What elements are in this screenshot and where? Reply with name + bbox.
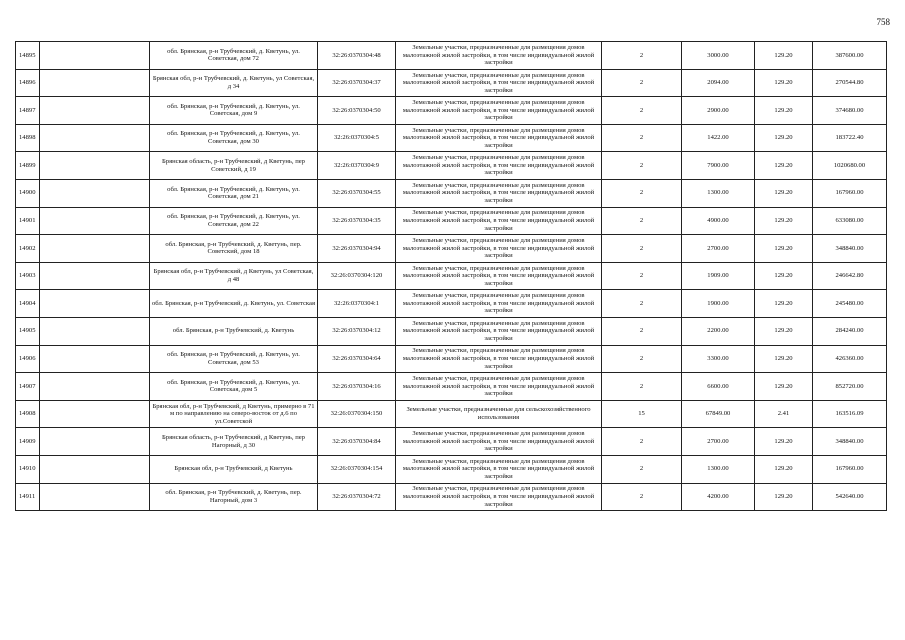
row-number: 14908 <box>16 400 40 428</box>
cadastral-value-cell: 270544.80 <box>813 69 887 97</box>
rate-cell: 129.20 <box>755 152 813 180</box>
area-cell: 1300.00 <box>682 455 755 483</box>
area-cell: 3000.00 <box>682 42 755 70</box>
area-cell: 2094.00 <box>682 69 755 97</box>
cadastral-number-cell: 32:26:0370304:1 <box>318 290 396 318</box>
address-cell: Брянская область, р-н Трубчевский, д Кветунь, пер Советский, д 19 <box>150 152 318 180</box>
category-cell: 2 <box>602 317 682 345</box>
land-use-cell: Земельные участки, предназначенные для размещения домов малоэтажной жилой застройки, в том числе индивидуальной жилой застройки <box>396 317 602 345</box>
empty-cell <box>40 97 150 125</box>
rate-cell: 129.20 <box>755 262 813 290</box>
rate-cell: 129.20 <box>755 124 813 152</box>
row-number: 14902 <box>16 235 40 263</box>
category-cell: 2 <box>602 179 682 207</box>
table-row <box>16 207 887 235</box>
rate-cell: 129.20 <box>755 290 813 318</box>
category-cell: 15 <box>602 400 682 428</box>
category-cell: 2 <box>602 483 682 511</box>
empty-cell <box>40 345 150 373</box>
address-cell: Брянская область, р-н Трубчевский, д Кветунь, пер Нагорный, д 30 <box>150 428 318 456</box>
cadastral-number-cell: 32:26:0370304:84 <box>318 428 396 456</box>
row-number: 14896 <box>16 69 40 97</box>
area-cell: 2200.00 <box>682 317 755 345</box>
address-cell: Брянская обл, р-н Трубчевский, д Кветунь <box>150 455 318 483</box>
area-cell: 1422.00 <box>682 124 755 152</box>
page-number: 758 <box>876 17 890 27</box>
rate-cell: 129.20 <box>755 69 813 97</box>
cadastral-value-cell: 633080.00 <box>813 207 887 235</box>
address-cell: Брянская обл, р-н Трубчевский, д. Кветунь, ул Советская, д 34 <box>150 69 318 97</box>
cadastral-number-cell: 32:26:0370304:50 <box>318 97 396 125</box>
table-row <box>16 152 887 180</box>
land-use-cell: Земельные участки, предназначенные для размещения домов малоэтажной жилой застройки, в том числе индивидуальной жилой застройки <box>396 483 602 511</box>
land-use-cell: Земельные участки, предназначенные для размещения домов малоэтажной жилой застройки, в том числе индивидуальной жилой застройки <box>396 428 602 456</box>
rate-cell: 129.20 <box>755 373 813 401</box>
cadastral-number-cell: 32:26:0370304:120 <box>318 262 396 290</box>
cadastral-value-cell: 246642.80 <box>813 262 887 290</box>
empty-cell <box>40 124 150 152</box>
cadastral-value-cell: 852720.00 <box>813 373 887 401</box>
empty-cell <box>40 235 150 263</box>
row-number: 14900 <box>16 179 40 207</box>
empty-cell <box>40 262 150 290</box>
address-cell: обл. Брянская, р-н Трубчевский, д. Кветунь, ул. Советская, дом 30 <box>150 124 318 152</box>
row-number: 14904 <box>16 290 40 318</box>
table-row <box>16 235 887 263</box>
land-use-cell: Земельные участки, предназначенные для размещения домов малоэтажной жилой застройки, в том числе индивидуальной жилой застройки <box>396 69 602 97</box>
rate-cell: 129.20 <box>755 235 813 263</box>
table-row <box>16 345 887 373</box>
row-number: 14905 <box>16 317 40 345</box>
cadastral-value-cell: 167960.00 <box>813 455 887 483</box>
cadastral-value-cell: 284240.00 <box>813 317 887 345</box>
address-cell: Брянская обл, р-н Трубчевский, д Кветунь, примерно в 71 м по направлению на северо-восток от д.6 по ул.Советской <box>150 400 318 428</box>
empty-cell <box>40 42 150 70</box>
row-number: 14910 <box>16 455 40 483</box>
cadastral-value-cell: 542640.00 <box>813 483 887 511</box>
empty-cell <box>40 207 150 235</box>
area-cell: 4900.00 <box>682 207 755 235</box>
table-row <box>16 179 887 207</box>
land-use-cell: Земельные участки, предназначенные для размещения домов малоэтажной жилой застройки, в том числе индивидуальной жилой застройки <box>396 152 602 180</box>
category-cell: 2 <box>602 290 682 318</box>
cadastral-value-cell: 348840.00 <box>813 235 887 263</box>
category-cell: 2 <box>602 97 682 125</box>
row-number: 14911 <box>16 483 40 511</box>
cadastral-value-cell: 183722.40 <box>813 124 887 152</box>
rate-cell: 129.20 <box>755 455 813 483</box>
area-cell: 2700.00 <box>682 235 755 263</box>
rate-cell: 129.20 <box>755 207 813 235</box>
row-number: 14899 <box>16 152 40 180</box>
empty-cell <box>40 179 150 207</box>
land-use-cell: Земельные участки, предназначенные для размещения домов малоэтажной жилой застройки, в том числе индивидуальной жилой застройки <box>396 345 602 373</box>
row-number: 14906 <box>16 345 40 373</box>
land-use-cell: Земельные участки, предназначенные для размещения домов малоэтажной жилой застройки, в том числе индивидуальной жилой застройки <box>396 42 602 70</box>
area-cell: 4200.00 <box>682 483 755 511</box>
category-cell: 2 <box>602 207 682 235</box>
table-row <box>16 262 887 290</box>
empty-cell <box>40 290 150 318</box>
rate-cell: 129.20 <box>755 42 813 70</box>
table-row <box>16 400 887 428</box>
land-use-cell: Земельные участки, предназначенные для размещения домов малоэтажной жилой застройки, в том числе индивидуальной жилой застройки <box>396 207 602 235</box>
area-cell: 2900.00 <box>682 97 755 125</box>
category-cell: 2 <box>602 455 682 483</box>
area-cell: 7900.00 <box>682 152 755 180</box>
cadastral-value-cell: 167960.00 <box>813 179 887 207</box>
empty-cell <box>40 69 150 97</box>
row-number: 14901 <box>16 207 40 235</box>
address-cell: обл. Брянская, р-н Трубчевский, д. Кветунь, пер. Советский, дом 18 <box>150 235 318 263</box>
cadastral-number-cell: 32:26:0370304:72 <box>318 483 396 511</box>
row-number: 14909 <box>16 428 40 456</box>
category-cell: 2 <box>602 69 682 97</box>
area-cell: 6600.00 <box>682 373 755 401</box>
table-row <box>16 124 887 152</box>
rate-cell: 129.20 <box>755 97 813 125</box>
table-row <box>16 69 887 97</box>
address-cell: Брянская обл, р-н Трубчевский, д Кветунь, ул Советская, д 48 <box>150 262 318 290</box>
address-cell: обл. Брянская, р-н Трубчевский, д. Кветунь, ул. Советская, дом 22 <box>150 207 318 235</box>
area-cell: 67849.00 <box>682 400 755 428</box>
cadastral-value-cell: 348840.00 <box>813 428 887 456</box>
table-row <box>16 428 887 456</box>
address-cell: обл. Брянская, р-н Трубчевский, д. Кветунь, ул. Советская, дом 5 <box>150 373 318 401</box>
cadastral-number-cell: 32:26:0370304:35 <box>318 207 396 235</box>
area-cell: 1909.00 <box>682 262 755 290</box>
table-body <box>16 42 887 511</box>
table-row <box>16 455 887 483</box>
category-cell: 2 <box>602 124 682 152</box>
category-cell: 2 <box>602 42 682 70</box>
rate-cell: 129.20 <box>755 345 813 373</box>
cadastral-number-cell: 32:26:0370304:12 <box>318 317 396 345</box>
cadastral-value-cell: 163516.09 <box>813 400 887 428</box>
row-number: 14897 <box>16 97 40 125</box>
empty-cell <box>40 152 150 180</box>
land-use-cell: Земельные участки, предназначенные для размещения домов малоэтажной жилой застройки, в том числе индивидуальной жилой застройки <box>396 455 602 483</box>
cadastral-value-cell: 426360.00 <box>813 345 887 373</box>
cadastral-number-cell: 32:26:0370304:48 <box>318 42 396 70</box>
land-use-cell: Земельные участки, предназначенные для размещения домов малоэтажной жилой застройки, в том числе индивидуальной жилой застройки <box>396 373 602 401</box>
empty-cell <box>40 428 150 456</box>
table-row <box>16 373 887 401</box>
address-cell: обл. Брянская, р-н Трубчевский, д. Кветунь, ул. Советская, дом 9 <box>150 97 318 125</box>
land-use-cell: Земельные участки, предназначенные для размещения домов малоэтажной жилой застройки, в том числе индивидуальной жилой застройки <box>396 97 602 125</box>
row-number: 14903 <box>16 262 40 290</box>
row-number: 14898 <box>16 124 40 152</box>
cadastral-number-cell: 32:26:0370304:154 <box>318 455 396 483</box>
land-use-cell: Земельные участки, предназначенные для размещения домов малоэтажной жилой застройки, в том числе индивидуальной жилой застройки <box>396 124 602 152</box>
empty-cell <box>40 400 150 428</box>
address-cell: обл. Брянская, р-н Трубчевский, д. Кветунь, ул. Советская, дом 53 <box>150 345 318 373</box>
land-use-cell: Земельные участки, предназначенные для размещения домов малоэтажной жилой застройки, в том числе индивидуальной жилой застройки <box>396 179 602 207</box>
empty-cell <box>40 373 150 401</box>
land-registry-table <box>15 41 887 511</box>
empty-cell <box>40 455 150 483</box>
empty-cell <box>40 317 150 345</box>
cadastral-value-cell: 374680.00 <box>813 97 887 125</box>
address-cell: обл. Брянская, р-н Трубчевский, д. Кветунь <box>150 317 318 345</box>
land-use-cell: Земельные участки, предназначенные для сельскохозяйственного использования <box>396 400 602 428</box>
category-cell: 2 <box>602 152 682 180</box>
area-cell: 2700.00 <box>682 428 755 456</box>
land-use-cell: Земельные участки, предназначенные для размещения домов малоэтажной жилой застройки, в том числе индивидуальной жилой застройки <box>396 262 602 290</box>
empty-cell <box>40 483 150 511</box>
area-cell: 3300.00 <box>682 345 755 373</box>
row-number: 14907 <box>16 373 40 401</box>
table-row <box>16 290 887 318</box>
rate-cell: 129.20 <box>755 483 813 511</box>
category-cell: 2 <box>602 262 682 290</box>
area-cell: 1900.00 <box>682 290 755 318</box>
cadastral-number-cell: 32:26:0370304:5 <box>318 124 396 152</box>
category-cell: 2 <box>602 428 682 456</box>
cadastral-value-cell: 245480.00 <box>813 290 887 318</box>
rate-cell: 2.41 <box>755 400 813 428</box>
cadastral-number-cell: 32:26:0370304:16 <box>318 373 396 401</box>
table-row <box>16 97 887 125</box>
cadastral-number-cell: 32:26:0370304:37 <box>318 69 396 97</box>
category-cell: 2 <box>602 235 682 263</box>
cadastral-number-cell: 32:26:0370304:64 <box>318 345 396 373</box>
rate-cell: 129.20 <box>755 179 813 207</box>
rate-cell: 129.20 <box>755 428 813 456</box>
area-cell: 1300.00 <box>682 179 755 207</box>
cadastral-value-cell: 1020680.00 <box>813 152 887 180</box>
land-use-cell: Земельные участки, предназначенные для размещения домов малоэтажной жилой застройки, в том числе индивидуальной жилой застройки <box>396 290 602 318</box>
table-row <box>16 317 887 345</box>
address-cell: обл. Брянская, р-н Трубчевский, д. Кветунь, ул. Советская <box>150 290 318 318</box>
rate-cell: 129.20 <box>755 317 813 345</box>
row-number: 14895 <box>16 42 40 70</box>
table-row <box>16 42 887 70</box>
category-cell: 2 <box>602 373 682 401</box>
cadastral-number-cell: 32:26:0370304:150 <box>318 400 396 428</box>
cadastral-number-cell: 32:26:0370304:55 <box>318 179 396 207</box>
cadastral-number-cell: 32:26:0370304:9 <box>318 152 396 180</box>
land-use-cell: Земельные участки, предназначенные для размещения домов малоэтажной жилой застройки, в том числе индивидуальной жилой застройки <box>396 235 602 263</box>
address-cell: обл. Брянская, р-н Трубчевский, д. Кветунь, ул. Советская, дом 21 <box>150 179 318 207</box>
cadastral-number-cell: 32:26:0370304:94 <box>318 235 396 263</box>
cadastral-value-cell: 387600.00 <box>813 42 887 70</box>
category-cell: 2 <box>602 345 682 373</box>
table-row <box>16 483 887 511</box>
address-cell: обл. Брянская, р-н Трубчевский, д. Кветунь, ул. Советская, дом 72 <box>150 42 318 70</box>
address-cell: обл. Брянская, р-н Трубчевский, д. Кветунь, пер. Нагорный, дом 3 <box>150 483 318 511</box>
